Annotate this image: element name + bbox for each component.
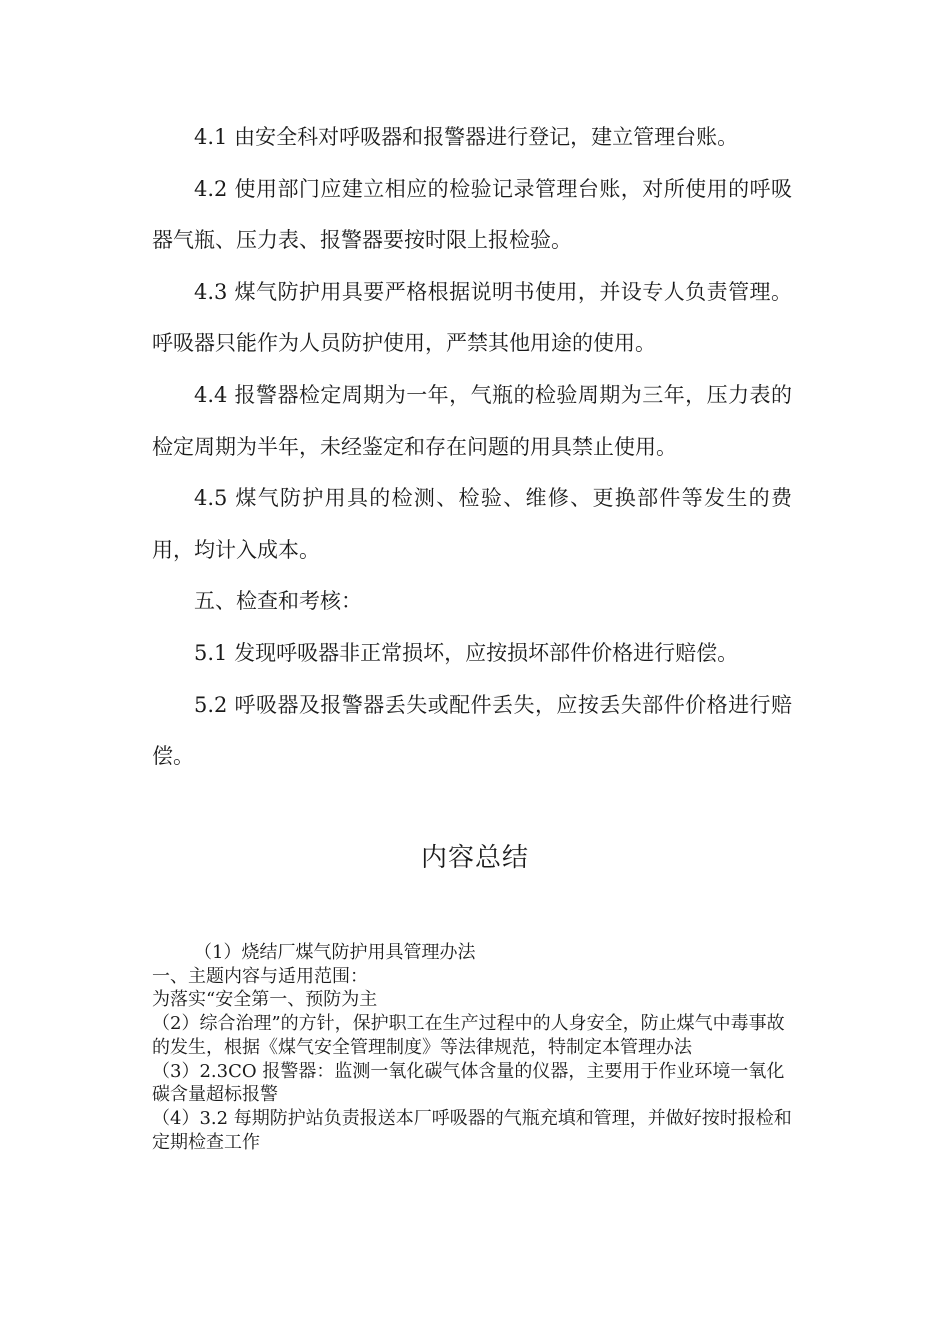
summary-line: （3）2.3CO 报警器：监测一氧化碳气体含量的仪器，主要用于作业环境一氧化碳含量超标报警: [152, 1060, 785, 1106]
summary-line: 为落实“安全第一、预防为主: [152, 989, 378, 1011]
summary-section: [152, 941, 797, 1154]
paragraph-4-1: 4.1 由安全科对呼吸器和报警器进行登记，建立管理台账。: [194, 125, 739, 149]
summary-line: （1）烧结厂煤气防护用具管理办法: [194, 942, 476, 963]
body-text: [152, 112, 792, 783]
paragraph-4-4: 4.4 报警器检定周期为一年，气瓶的检验周期为三年，压力表的检定周期为半年，未经鉴定和存在问题的用具禁止使用。: [152, 382, 792, 459]
paragraph-4-3: 4.3 煤气防护用具要严格根据说明书使用，并设专人负责管理。呼吸器只能作为人员防护使用，严禁其他用途的使用。: [152, 279, 792, 356]
paragraph-4-2: 4.2 使用部门应建立相应的检验记录管理台账，对所使用的呼吸器气瓶、压力表、报警器要按时限上报检验。: [152, 176, 792, 253]
summary-line: （4）3.2 每期防护站负责报送本厂呼吸器的气瓶充填和管理，并做好按时报检和定期检查工作: [152, 1107, 792, 1153]
section-heading-5: 五、检查和考核：: [194, 589, 362, 614]
paragraph-5-2: 5.2 呼吸器及报警器丢失或配件丢失，应按丢失部件价格进行赔偿。: [152, 692, 792, 769]
paragraph-4-5: 4.5 煤气防护用具的检测、检验、维修、更换部件等发生的费用，均计入成本。: [152, 486, 792, 562]
paragraph-5-1: 5.1 发现呼吸器非正常损坏，应按损坏部件价格进行赔偿。: [194, 640, 739, 665]
summary-title: 内容总结: [420, 843, 529, 873]
summary-line: （2）综合治理”的方针，保护职工在生产过程中的人身安全，防止煤气中毒事故的发生，根据《煤气安全管理制度》等法律规范，特制定本管理办法: [152, 1013, 785, 1058]
summary-line: 一、主题内容与适用范围：: [152, 965, 368, 987]
